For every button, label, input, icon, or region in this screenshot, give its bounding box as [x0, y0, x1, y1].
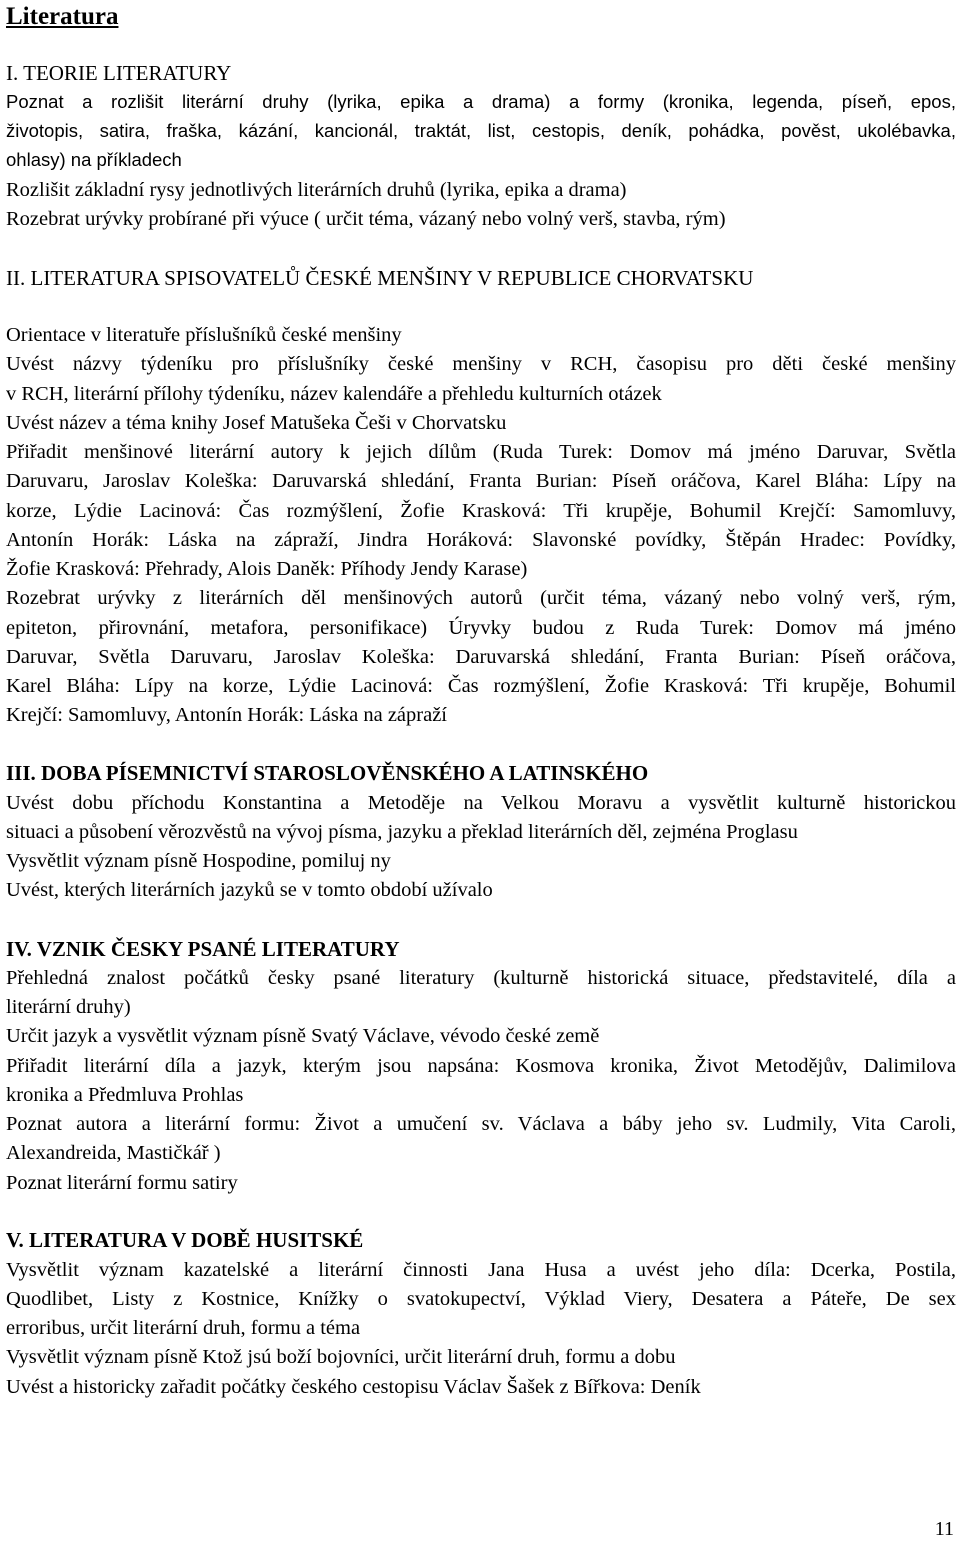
s1-line-1: Poznat a rozlišit literární druhy (lyrika, epika a drama) a formy (kronika, legenda, píseň, epos,	[6, 91, 956, 112]
s2-line-7: korze, Lýdie Lacinová: Čas rozmýšlení, Žofie Krasková: Tři krupěje, Bohumil Krejčí: Samomluvy,	[6, 500, 956, 522]
s4-line-1: Přehledná znalost počátků česky psané literatury (kulturně historická situace, představitelé, díla a	[6, 967, 956, 989]
s3-line-1: Uvést dobu příchodu Konstantina a Metoděje na Velkou Moravu a vysvětlit kulturně historickou	[6, 792, 956, 814]
s2-line-14: Krejčí: Samomluvy, Antonín Horák: Láska na zápraží	[6, 704, 448, 726]
s2-line-12: Daruvar, Světla Daruvaru, Jaroslav Koleška: Daruvarská shledání, Franta Burian: Píseň oráčova,	[6, 646, 956, 668]
s4-line-3: Určit jazyk a vysvětlit význam písně Svatý Václave, vévodo české země	[6, 1025, 600, 1047]
s4-line-5: kronika a Předmluva Prohlas	[6, 1084, 244, 1106]
s2-line-10: Rozebrat urývky z literárních děl menšinových autorů (určit téma, vázaný nebo volný verš, rým,	[6, 587, 956, 609]
s1-line-3: ohlasy) na příkladech	[6, 149, 182, 170]
s2-line-3: v RCH, literární přílohy týdeníku, název kalendáře a přehledu kulturních otázek	[6, 383, 662, 405]
s4-line-8: Poznat literární formu satiry	[6, 1172, 238, 1194]
s1-line-4: Rozlišit základní rysy jednotlivých literárních druhů (lyrika, epika a drama)	[6, 179, 627, 201]
page-number: 11	[934, 1518, 954, 1540]
s2-line-6: Daruvaru, Jaroslav Koleška: Daruvarská shledání, Franta Burian: Píseň oráčova, Karel Bláha: Lípy na	[6, 470, 956, 492]
s2-line-8: Antonín Horák: Láska na zápraží, Jindra Horáková: Slavonské povídky, Štěpán Hradec: Povídky,	[6, 529, 956, 551]
s5-line-5: Uvést a historicky zařadit počátky českého cestopisu Václav Šašek z Bířkova: Deník	[6, 1376, 701, 1398]
s2-line-1: Orientace v literatuře příslušníků české menšiny	[6, 324, 402, 346]
section-2-heading: II. LITERATURA SPISOVATELŮ ČESKÉ MENŠINY V REPUBLICE CHORVATSKU	[6, 266, 754, 290]
s5-line-2: Quodlibet, Listy z Kostnice, Knížky o svatokupectví, Výklad Viery, Desatera a Páteře, De sex	[6, 1288, 956, 1310]
s4-line-2: literární druhy)	[6, 996, 131, 1018]
s2-line-5: Přiřadit menšinové literární autory k jejich dílům (Ruda Turek: Domov má jméno Daruvar, Světla	[6, 441, 956, 463]
s3-line-2: situaci a působení věrozvěstů na vývoj písma, jazyku a překlad literárních děl, zejména Proglasu	[6, 821, 798, 843]
s4-line-7: Alexandreida, Mastičkář )	[6, 1142, 221, 1164]
s3-line-4: Uvést, kterých literárních jazyků se v tomto období užívalo	[6, 879, 493, 901]
s4-line-4: Přiřadit literární díla a jazyk, kterým jsou napsána: Kosmova kronika, Život Metodějův, Dalimilova	[6, 1055, 956, 1077]
section-1-heading: I. TEORIE LITERATURY	[6, 61, 232, 85]
s5-line-1: Vysvětlit význam kazatelské a literární činnosti Jana Husa a uvést jeho díla: Dcerka, Postila,	[6, 1259, 956, 1281]
s2-line-2: Uvést názvy týdeníku pro příslušníky české menšiny v RCH, časopisu pro děti české menšiny	[6, 353, 956, 375]
s1-line-5: Rozebrat urývky probírané při výuce ( určit téma, vázaný nebo volný verš, stavba, rým)	[6, 208, 726, 230]
s2-line-11: epiteton, přirovnání, metafora, personifikace) Úryvky budou z Ruda Turek: Domov má jméno	[6, 617, 956, 639]
s2-line-4: Uvést název a téma knihy Josef Matušeka Češi v Chorvatsku	[6, 412, 507, 434]
s2-line-9: Žofie Krasková: Přehrady, Alois Daněk: Příhody Jendy Karase)	[6, 558, 528, 580]
s5-line-4: Vysvětlit význam písně Ktož jsú boží bojovníci, určit literární druh, formu a dobu	[6, 1346, 676, 1368]
section-3-heading: III. DOBA PÍSEMNICTVÍ STAROSLOVĚNSKÉHO A LATINSKÉHO	[6, 761, 649, 785]
section-4-heading: IV. VZNIK ČESKY PSANÉ LITERATURY	[6, 937, 400, 961]
s5-line-3: erroribus, určit literární druh, formu a téma	[6, 1317, 361, 1339]
page-title: Literatura	[6, 3, 119, 30]
s4-line-6: Poznat autora a literární formu: Život a umučení sv. Václava a báby jeho sv. Ludmily, Vita Caroli,	[6, 1113, 956, 1135]
s3-line-3: Vysvětlit význam písně Hospodine, pomiluj ny	[6, 850, 391, 872]
s2-line-13: Karel Bláha: Lípy na korze, Lýdie Lacinová: Čas rozmýšlení, Žofie Krasková: Tři krupěje, Bohumil	[6, 675, 956, 697]
s1-line-2: životopis, satira, fraška, kázání, kancionál, traktát, list, cestopis, deník, pohádka, pověst, ukolébavka,	[6, 120, 956, 141]
section-5-heading: V. LITERATURA V DOBĚ HUSITSKÉ	[6, 1228, 364, 1252]
